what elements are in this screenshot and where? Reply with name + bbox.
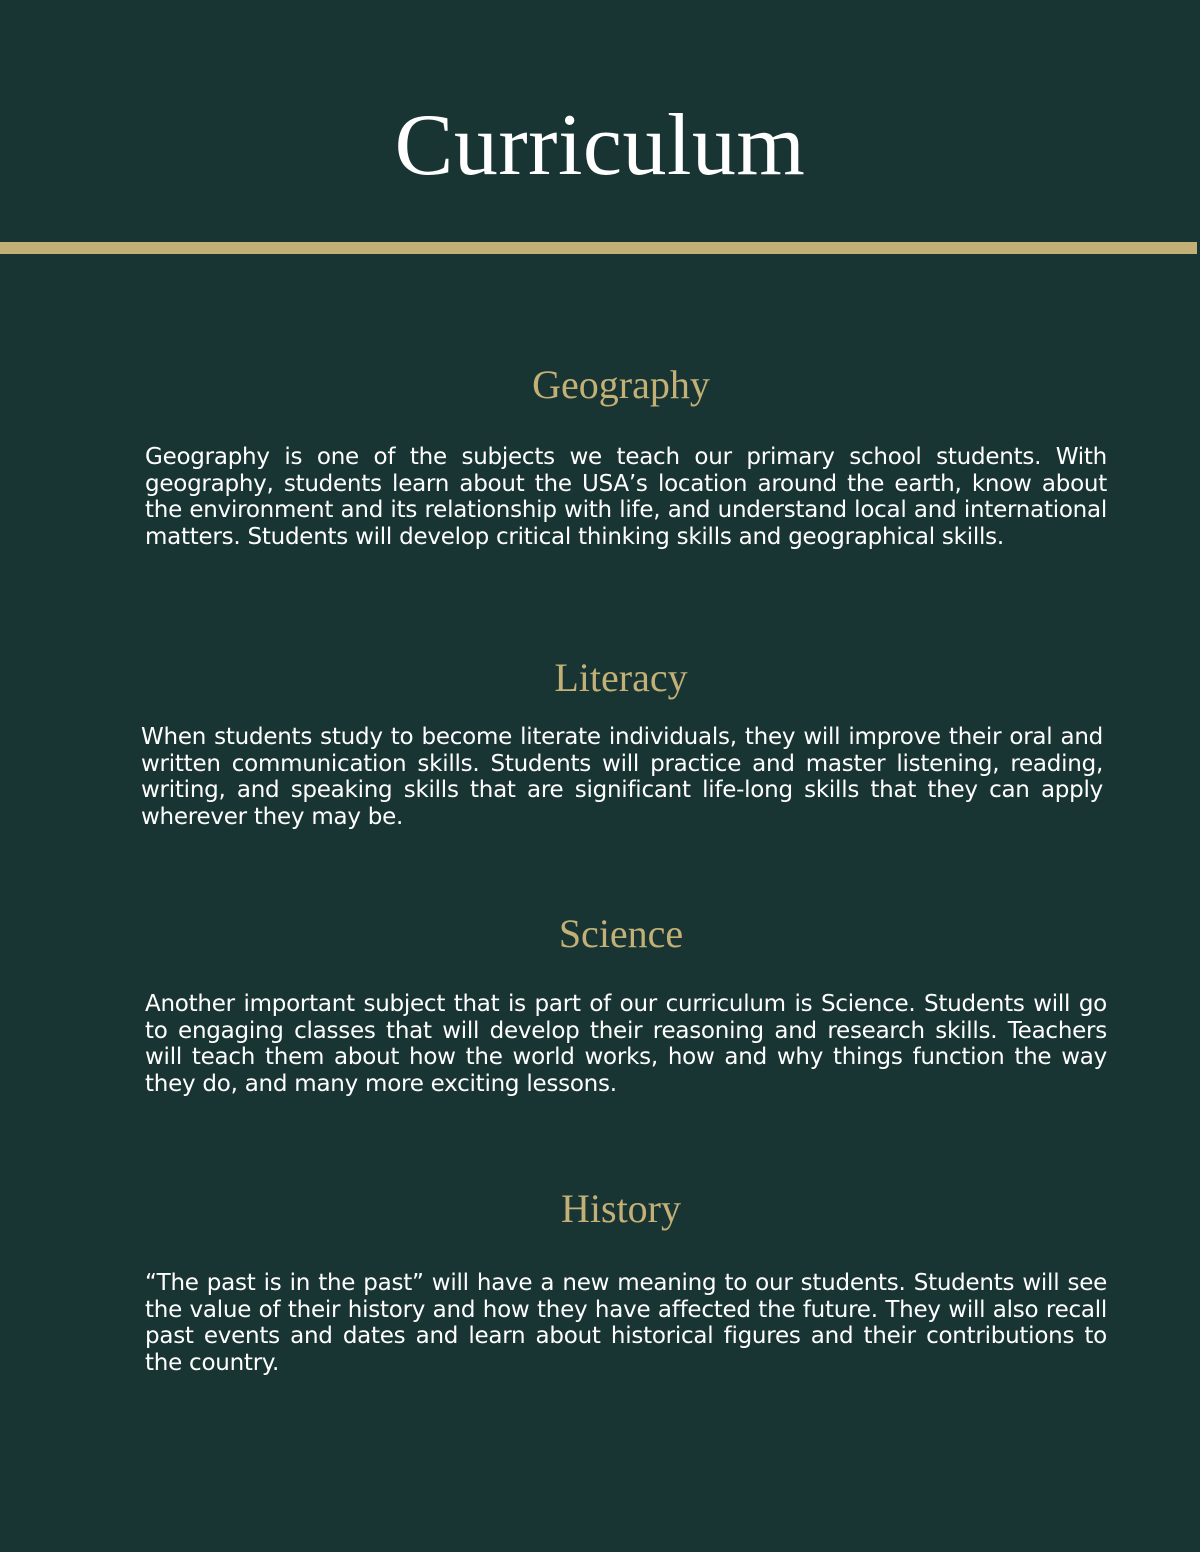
section-heading-history: History <box>561 1186 681 1231</box>
section-heading-science: Science <box>558 911 684 956</box>
section-heading-literacy: Literacy <box>554 655 688 700</box>
section-body-history: “The past is in the past” will have a new meaning to our students. Students will see the value of their history and how they have affected the future. They will also recall past events and dates and learn about historical figures and their contributions to the country. <box>145 1270 1107 1376</box>
title-divider <box>0 242 1197 254</box>
section-heading-geography: Geography <box>532 362 710 407</box>
section-body-geography: Geography is one of the subjects we teach our primary school students. With geography, students learn about the USA’s location around the earth, know about the environment and its relationship with life, and understand local and international matters. Students will develop critical thinking skills and geographical skills. <box>145 444 1107 550</box>
page-title: Curriculum <box>394 97 806 194</box>
section-body-literacy: When students study to become literate individuals, they will improve their oral and written communication skills. Students will practice and master listening, reading, writing, and speaking skills that are significant life-long skills that they can apply wherever they may be. <box>141 724 1103 830</box>
section-body-science: Another important subject that is part of our curriculum is Science. Students will go to engaging classes that will develop their reasoning and research skills. Teachers will teach them about how the world works, how and why things function the way they do, and many more exciting lessons. <box>145 991 1107 1097</box>
